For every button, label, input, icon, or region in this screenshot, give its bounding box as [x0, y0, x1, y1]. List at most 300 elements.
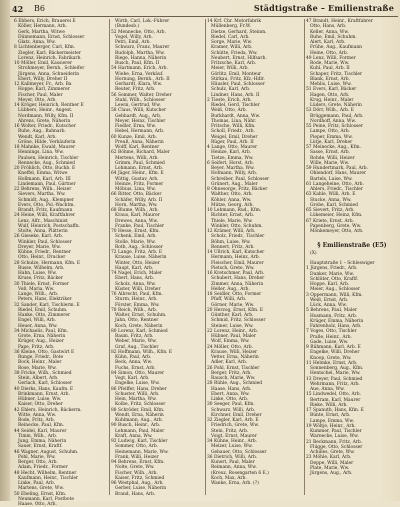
directory-entry: 34 Michaelis, Paul, Kfm.: [14, 328, 69, 334]
directory-entry: 46 Wagner, August, Schuhm.: [14, 449, 79, 455]
directory-entry: Nolte, Grete, Ww.: [115, 465, 155, 471]
directory-entry: 59 Hundertmark, Paul, Arb.: [306, 166, 368, 171]
directory-entry: Rudolph, Martha, Ww.: [115, 50, 165, 56]
directory-entry: (Bundesb.): [115, 24, 140, 30]
directory-entry: Rennecke, Aug., Schmied: [18, 160, 75, 166]
directory-entry: Schmidt, Aug., Klempner: [18, 197, 75, 203]
directory-entry: Schuster, Willi, Arb.: [115, 391, 160, 397]
directory-entry: Kolbe, Fritz, Schlosser: [115, 402, 166, 408]
directory-entry: Papenberg, Grete, Ww.: [310, 223, 362, 229]
directory-entry: Franke, Paul, Tischler: [115, 223, 165, 229]
directory-entry: Warnecke, Luise, Ww.: [310, 434, 359, 440]
directory-entry: 8 Ohnesorge, Fritz, Bäcker: [207, 187, 268, 192]
directory-entry: Kühn, Paul, Arb.: [115, 355, 152, 360]
directory-entry: Weigel, Emil, Dreher: [211, 134, 258, 140]
directory-entry: Heine, Otto, Arb.: [310, 50, 349, 56]
directory-entry: Knoop, Grete, Ww.: [310, 355, 352, 361]
column-1: [14, 19, 108, 507]
directory-entry: Wendt, Erna, Näherin: [115, 412, 164, 418]
directory-entry: 7 Voges, Otto, Tischler: [306, 329, 357, 335]
directory-entry: 20 Herzog, Ernst, Kfm. E: [207, 307, 264, 313]
directory-entry: 15 Lindwedel, Otto, Arb.: [306, 392, 361, 398]
directory-entry: Bode, Fritz, Arb.: [18, 418, 55, 423]
directory-entry: Sorge, Marie, Ww.: [211, 40, 253, 45]
directory-entry: Brandt, Fritz, Kaufmann: [18, 208, 73, 213]
directory-entry: Hanke, Otto, Zimmerer: [18, 313, 71, 318]
directory-entry: 80 Lorenz, Karl, Schmied: [111, 328, 168, 334]
directory-entry: Mönkemeyer, Otto, Arb.: [310, 229, 364, 234]
directory-entry: Berger, Fritz, Arb.: [211, 370, 252, 376]
column-4: [306, 19, 398, 497]
directory-entry: Grobe, Karl, Schmied: [310, 202, 358, 208]
directory-entry: Berger, Otto, Arb.: [18, 460, 58, 465]
directory-entry: Fischer, Paul, Maler: [18, 92, 63, 98]
directory-entry: Rode, Marie, Ww.: [310, 61, 350, 66]
directory-entry: 84 Simon, Otto, Maurer: [111, 370, 165, 376]
directory-entry: Pfaff, Willi, Arb.: [211, 297, 247, 303]
directory-entry: Kaufmann, Heinr., Tischler: [18, 475, 79, 481]
directory-entry: Sauer, Ernst, Kraftf.: [18, 444, 63, 450]
directory-entry: 61 Langeheine, Otto, Arb.: [306, 181, 364, 187]
directory-entry: Dünnemann, Ernst, Schlosser: [18, 34, 85, 40]
directory-entry: 96 Westphal, Aug., Arb.: [111, 481, 164, 486]
directory-entry: Kneffel, Emma, Witwe: [18, 171, 68, 177]
directory-entry: Stolle, Marie, Ww.: [115, 239, 156, 245]
directory-entry: 38 Fricke, Wilh., Schmied: [14, 370, 72, 376]
directory-entry: 70 Hesse, Ernst, Kfm.: [111, 229, 160, 234]
directory-entry: Linke, Paul, Arb.: [18, 481, 56, 486]
directory-entry: 58 Claus, Willi, Kutscher: [111, 108, 167, 114]
directory-entry: 57 Meinecke, Aug., Kfm.: [306, 145, 361, 150]
directory-entry: Lüders, Grete, Näherin: [310, 103, 362, 108]
directory-entry: Reinecke, Paul, Kfm.: [18, 423, 65, 429]
directory-entry: Vetter, Erna, Näherin: [211, 355, 259, 360]
directory-entry: Riedel, Carl, Arb.: [211, 34, 250, 40]
directory-entry: 90 Busch, Heinr., Arb.: [111, 423, 161, 429]
directory-entry: Busse, Wilhelm, Arb.: [18, 265, 65, 271]
directory-entry: Häusler, Paul, Schlosser: [211, 82, 265, 87]
directory-entry: 21 Beckmann, Fritz, Arb.: [306, 439, 363, 445]
directory-entry: Lampe, Emma, Ww.: [310, 418, 354, 424]
directory-entry: 30 Thiele, Ernst, Former: [14, 281, 69, 287]
directory-entry: Lindemann, Paul, Gärtner: [18, 181, 76, 187]
directory-entry: Hollmann, Karl, Arb. III: [18, 176, 71, 182]
directory-entry: Riege, Hanna, Näherin: [115, 55, 167, 61]
directory-entry: Gerber, Luise, Näherin: [115, 486, 167, 492]
directory-entry: Thomas, Lina, Nähr.: [211, 118, 257, 124]
directory-entry: Weiß, Ernst, Arb.: [310, 297, 349, 303]
directory-entry: 92 Ludwig, Karl, Tischler: [111, 439, 168, 444]
directory-entry: 26 Gieseke, Karl, Arb.: [14, 234, 64, 240]
page-title: Städtigstraße – Emilienstraße: [253, 3, 394, 13]
directory-entry: Schmid, Fritz, Schlosser: [211, 318, 266, 324]
page-mark: B6: [34, 4, 45, 13]
directory-entry: Paulsen, Heinrich, Tischler: [18, 155, 79, 161]
directory-entry: Kunert, Paul, Maler: [211, 460, 255, 465]
directory-entry: Graf, Aug., Tischler: [115, 344, 159, 350]
directory-entry: Roth, Aug., Schlosser: [115, 244, 163, 250]
directory-entry: 2 Tieste, Erich, Arb.: [207, 97, 252, 103]
directory-entry: 53 Dörr, Wilh., Arb. E: [306, 108, 354, 114]
directory-entry: Bartels, Luise, Ww.: [310, 176, 353, 182]
directory-entry: Winkler, Otto, Schuhm.: [211, 223, 263, 229]
directory-entry: Krüger, Emma, Näherin: [310, 318, 364, 324]
directory-entry: 74 Nagel, Erich, Maler: [111, 271, 163, 276]
directory-entry: Winter, Otto, Heizer: [115, 260, 160, 266]
directory-entry: Brand, Hans, Arb.: [115, 491, 156, 497]
directory-entry: Jürgens, Anna, Schneiderin: [18, 71, 80, 77]
directory-entry: Rausch, Marie, Ww.: [211, 376, 256, 381]
directory-entry: Reimann, Anna, Ww.: [211, 465, 257, 471]
directory-entry: Fischer, Wilh., Arb.: [115, 470, 158, 476]
directory-entry: Meier, Willi, Arb.: [211, 66, 249, 72]
directory-entry: Günther, Karl, Arb.: [211, 313, 254, 318]
directory-entry: 26 Pohl, Ernst, Tischler: [207, 365, 260, 371]
directory-entry: Kuhlmann, Aug., Arb.: [115, 418, 163, 423]
directory-entry: Stahl, Wilh., Schlosser: [115, 97, 166, 103]
directory-entry: Ruhe, Aug., Bahnarb.: [18, 129, 66, 135]
directory-entry: Meier, Aug., Schlosser: [310, 287, 361, 293]
directory-entry: Engel, Willi, Arb.: [18, 318, 56, 324]
directory-entry: Peters, Hans, Elektriker: [18, 297, 72, 303]
directory-entry: Küster, Willi, Dreher: [115, 286, 161, 292]
directory-entry: Aue, Anna, Ww.: [310, 387, 345, 392]
directory-entry: 20 Fröhlich, Otto, Buchb. E: [14, 166, 76, 171]
directory-entry: 34 Kühne, Heinr., Arb.: [207, 439, 257, 444]
directory-entry: 16 Wolter, Friedr., Kutscher: [14, 124, 76, 129]
directory-entry: Kraus, Karl, Maurer: [115, 213, 160, 219]
directory-entry: 54 Hartmann, Erich, Arb.: [111, 66, 168, 72]
directory-entry: Haase, Otto, Arb.: [18, 502, 57, 507]
section-heading: § Emilienstraße (E5): [317, 241, 387, 249]
directory-entry: Thiele, Marie, Ww.: [211, 218, 253, 224]
directory-entry: Neumann, Karl, Postbote: [18, 496, 74, 502]
directory-entry: Fuchs, Ernst, Arb.: [115, 365, 156, 371]
directory-entry: 4 Lange, Otto, Maurer: [207, 145, 258, 150]
directory-entry: Köller, Hermann, Arb.: [18, 24, 67, 30]
directory-entry: Weiß, Otto, Arb.: [211, 108, 247, 114]
directory-entry: Jürgens, Aug., Arb.: [310, 471, 353, 476]
directory-entry: Beck, Anna, Ww.: [115, 360, 153, 366]
directory-entry: Kummer, Paul, Tischler: [310, 429, 362, 434]
directory-entry: 88 Schröder, Emil, Kfm.: [111, 407, 165, 413]
directory-entry: Grote, Erna, Näherin: [18, 334, 66, 339]
column-divider: [205, 19, 206, 495]
directory-entry: Deppe, Willi, Maler: [310, 460, 354, 466]
directory-entry: 18 Seidler, Otto, Former: [207, 292, 262, 297]
directory-entry: 36 Kleine, Otto, Gastwirt E: [14, 349, 75, 355]
directory-entry: Rieke, Willi, Arb.: [310, 402, 348, 408]
directory-entry: Reuter, Fritz, Arb.: [115, 87, 156, 93]
directory-entry: Lindner, Hans, Arb. II: [211, 92, 260, 98]
directory-entry: 56 Sommer, Walter, Dreher: [111, 92, 172, 98]
directory-entry: Strohmeyer, Bernh., Schleifer: [18, 66, 85, 72]
directory-entry: Wehrmann, Fritz, Arb.: [310, 381, 360, 387]
directory-entry: 86 Pfeiffer, Hans, Dreher: [111, 386, 167, 392]
directory-entry: Förster, Emma, Ww.: [115, 302, 160, 308]
directory-entry: 82 Hoffmann, Wilh., Kfm. E: [111, 349, 173, 355]
directory-entry: Lange, Wilh., Arb.: [18, 292, 59, 297]
directory-entry: Scholl, Friedr., Arb.: [211, 129, 255, 135]
directory-entry: Koch, Max, Arb.: [211, 475, 247, 481]
directory-entry: Gebhardt, Aug., Arb.: [115, 113, 162, 119]
directory-entry: Tietze, Emma, Ww.: [211, 155, 254, 161]
directory-entry: Lewin, Gertrud, Ww.: [115, 103, 161, 108]
directory-entry: Sturm, Heinr., Arb.: [115, 297, 158, 303]
directory-entry: 28 Schulze, Hermann, Kfm. E: [14, 260, 81, 266]
directory-entry: Walter, Ernst, Schuhm.: [115, 313, 167, 318]
directory-entry: Wendt, Karl, Arb.: [18, 134, 57, 140]
directory-entry: Krüger, Aug., Heizer: [18, 339, 64, 345]
directory-entry: Voß, Maria, Ww.: [18, 286, 55, 292]
directory-entry: Pieper, Emma, Ww.: [310, 134, 353, 140]
directory-entry: Scholz, Anna, Ww.: [115, 281, 156, 287]
directory-entry: Gerk, Martha, Witwe: [18, 29, 65, 35]
directory-entry: Winkler, Paul, Schlosser: [18, 239, 72, 245]
directory-entry: 24 Heine, Willi, Kraftfahrer: [14, 213, 76, 219]
columns-area: [14, 19, 398, 507]
page-number: 42: [12, 4, 24, 14]
directory-entry: Krause, Luise, Näherin: [115, 255, 167, 261]
directory-entry: Ohlendorf, Hans, Maurer: [310, 171, 367, 177]
directory-entry: Blank, Ernst, Arb.: [310, 76, 350, 82]
directory-entry: Schulz, Karl, Arb.: [211, 87, 251, 93]
directory-entry: Nordhoff, Anna, Ww.: [310, 118, 356, 124]
directory-entry: Martens, Grete, Ww.: [18, 486, 64, 492]
directory-entry: Hagen, Otto, Arb.: [310, 92, 350, 98]
directory-entry: Krug, Heinr., Maler: [310, 97, 354, 103]
directory-entry: Grünert, Aug., Maler: [211, 181, 258, 187]
directory-entry: Friedrich, Grete, Ww.: [211, 423, 260, 429]
directory-entry: Rennert, Fritz, Arb.: [211, 244, 255, 250]
directory-entry: 16 Kretschmer, Paul, Arb.: [207, 271, 265, 276]
directory-entry: Wanke, Erna, Arb. (?): [211, 481, 259, 486]
directory-entry: Fahrenholz, Hans, Arb.: [310, 324, 362, 329]
directory-entry: 60 Kunze, Emil, Arb.: [111, 134, 157, 140]
directory-entry: Frank, Willi, Heizer: [115, 454, 159, 460]
column-3: [207, 19, 303, 497]
column-2: [111, 19, 204, 497]
directory-entry: Fritzsche, Karl, Arb.: [211, 61, 257, 66]
directory-entry: Hofmann, Willy, Arb.: [211, 171, 258, 177]
directory-entry: Sonnenberg, Aug., Kfm.: [310, 366, 364, 371]
directory-entry: Kramer, Willi, Arb.: [211, 45, 253, 51]
directory-entry: Otto, Hans, Arb.: [310, 24, 347, 30]
directory-entry: Timm, Wilh., Arb.: [18, 433, 58, 439]
directory-entry: 1 Jürgens, Friedr., Arb.: [306, 266, 358, 272]
directory-entry: Hornung, Bernh., Arb. II: [115, 76, 170, 82]
directory-entry: Schwarz, Franz, Maurer: [115, 45, 170, 51]
column-divider: [109, 19, 110, 495]
directory-entry: Hein, Martha, Ww.: [115, 397, 157, 402]
directory-entry: 17 Spanuth, Hans, Kfm. E: [306, 408, 364, 413]
directory-entry: Dreyer, Marie, Ww.: [18, 244, 61, 250]
directory-entry: Lenz, Alfr., Maschinist: [18, 218, 68, 224]
directory-entry: Köhler, Anna, Ww.: [211, 197, 252, 203]
book-spine: [0, 0, 10, 501]
directory-entry: 64 Jäger, Heinr., Kfm. E: [111, 171, 164, 177]
directory-entry: Hentschel, Marie, Ww.: [310, 371, 361, 377]
directory-entry: Bertram, Karl, Maurer: [310, 397, 361, 403]
directory-entry: 72 Lange, Fritz, Arb. E: [111, 250, 163, 255]
directory-entry: 6 Ebbers, Erich, Brauerei E: [14, 19, 76, 24]
directory-entry: Fritsche, Willi, Kfm.: [211, 124, 256, 129]
directory-entry: Hebel, Hermann, Arb.: [115, 129, 165, 135]
directory-entry: Schubert, Hans, Dreher: [211, 276, 265, 282]
directory-entry: Witte, Anna, Ww.: [18, 412, 57, 418]
directory-entry: 13 Dreyer, Paul, Schmied: [306, 376, 363, 382]
directory-entry: 68 Blume, Wilh., Arb.: [111, 208, 159, 213]
directory-entry: Runge, Friedr., Bote: [18, 355, 64, 360]
directory-entry: Kühne, Friedr., Rentner: [18, 250, 71, 255]
directory-entry: Achilles, Grete, Ww.: [310, 450, 355, 455]
directory-entry: Heinemann, Marie, Ww.: [115, 449, 169, 455]
directory-entry: Riedel, Gerd, Tischler: [211, 103, 260, 108]
directory-entry: Pohl, Marie, Ww.: [18, 454, 56, 460]
directory-entry: 49 Lenz, Willi, Former: [306, 55, 356, 61]
directory-entry: Meyer, Heinz, Tischler: [115, 118, 166, 124]
directory-entry: Pape, Fritz, Arb.: [18, 344, 55, 350]
directory-entry: Frühe, Aug., Kaufmann: [310, 45, 362, 51]
directory-entry: Wittig, Gustav, Arb.: [115, 176, 159, 182]
directory-entry: Grimm, Paul, Schmied: [115, 160, 165, 166]
directory-entry: Sommer, Otto, Arb.: [115, 444, 159, 450]
directory-entry: Adler, Karl, Arb.: [211, 360, 248, 366]
directory-entry: Lehmann, Paul, Maler: [115, 428, 165, 434]
directory-entry: Lampe, Otto, Arb.: [310, 129, 350, 135]
directory-entry: Heinze, Fritz, Former: [115, 181, 164, 187]
directory-entry: Mütze, Georg, Arb.: [211, 202, 254, 208]
directory-entry: Hübner, Paul, Maler: [211, 334, 256, 339]
directory-entry: Glatz, Anna, Ww.: [18, 40, 56, 45]
directory-entry: Stirkau, Fritz, Kfz.-Hdlr.: [211, 76, 265, 82]
directory-entry: Heinze, Karl, Arb.: [211, 150, 252, 156]
directory-entry: 78 Reich, Wilh., Arb.: [111, 307, 158, 313]
page-header: [10, 3, 398, 17]
directory-entry: Lütje, Karl, Dreher: [310, 139, 353, 145]
directory-entry: Zimmer, Anna, Näherin: [211, 281, 264, 287]
directory-entry: Wirth, Carl, Lok.-Führer: [115, 19, 170, 24]
directory-entry: Vogel, Willy, Arb.: [115, 34, 153, 40]
directory-entry: 3 Oppermann, Willi, Kfm.: [306, 292, 363, 298]
directory-entry: 14 Kröger, Heinrich, Rentner E: [14, 103, 84, 108]
directory-entry: Lück, Anna, Ww.: [310, 303, 348, 308]
directory-entry: 67 Kriete, Ernst, Arb.: [306, 218, 354, 224]
directory-entry: Kaiser, Otto, Dreher: [18, 402, 63, 408]
directory-entry: Möbius, Lina, Ww.: [115, 187, 156, 192]
directory-entry: Drewes, Anna, Ww.: [115, 218, 158, 224]
directory-entry: Lübbers, Heinr., Angest.: [18, 108, 73, 114]
directory-entry: Otto, Heinr., Drucker: [18, 255, 66, 261]
directory-entry: Haupt, Karl, Arb.: [115, 265, 154, 271]
directory-entry: 55 Peine, Fritz, Schlosser: [306, 124, 363, 129]
directory-entry: Schäfer, Willy, Arb. II: [115, 197, 163, 203]
directory-entry: Lükemeier, Heinz, Kfm.: [310, 213, 363, 219]
directory-entry: Gröne, Hilde, Verkäuferin: [18, 139, 76, 145]
directory-entry: Ahlers, Friedr., Tischler: [310, 187, 363, 192]
directory-entry: 10 Möller, Emil, Kassierer: [14, 61, 73, 66]
directory-entry: Hoppe, Karl, Arb.: [310, 282, 350, 287]
directory-entry: 32 Sander, Karl, Tischlerm. E: [14, 302, 80, 308]
directory-entry: Jung, Emma, Näherin: [18, 439, 67, 444]
directory-entry: Pralle, Heinr., Arb.: [310, 334, 352, 340]
directory-entry: 76 Albrecht, Paul, Kfm.: [111, 292, 163, 297]
directory-entry: Bünte, Ernst, Arb.: [310, 413, 351, 419]
directory-entry: Gerlach, Karl, Schlosser: [18, 381, 73, 387]
directory-entry: 63 Kahle, Willi, Arb. E: [306, 192, 356, 198]
directory-entry: Horn, Martha, Ww.: [115, 202, 158, 208]
directory-entry: Kraft, Anna, Ww.: [115, 433, 153, 439]
directory-entry: Riedel, Emil, Schuhm.: [18, 307, 68, 313]
directory-entry: Schenk, Emil, Arb.: [115, 234, 157, 240]
directory-entry: 18 Mahnke, Ewald, Maurer: [14, 145, 76, 150]
directory-entry: Fiedler, Erna, Ww.: [115, 124, 156, 129]
directory-entry: 5 Behrens, Paul, Maler: [306, 308, 358, 314]
directory-entry: Hauptstraße 1 – Schleswiger: [310, 261, 375, 266]
directory-entry: Sievers, Martha, Ww.: [18, 192, 66, 198]
directory-entry: Weber, Marie, Ww.: [115, 339, 157, 345]
directory-entry: Rose, Marie, Ww.: [18, 365, 57, 371]
directory-entry: Keller, Anna, Ww.: [310, 29, 349, 35]
directory-entry: Rüger, Paul, Arb. II: [211, 139, 254, 145]
directory-entry: 66 Ritter, Otto, Bäcker: [111, 192, 162, 198]
directory-entry: Plate, Marie, Ww.: [310, 465, 350, 471]
directory-entry: Mehlis, Luise, Ww.: [310, 82, 352, 87]
directory-entry: Meyer, Otto, Arb.: [18, 97, 57, 103]
directory-entry: Alert, Karl, Arb.: [310, 40, 346, 45]
directory-entry: Brinkmann, Ernst, Arb.: [18, 391, 70, 397]
directory-entry: Gerhardt, Klara, Ww.: [115, 82, 163, 87]
directory-entry: Schütte, Frieda, Ww.: [211, 50, 258, 56]
directory-entry: Richter, Ernst, Arb.: [211, 213, 255, 219]
directory-entry: 8 Lichtenberger, Carl, Kfm.: [14, 45, 76, 51]
directory-entry: Wiebe, Erna, Verkäuf.: [115, 71, 164, 77]
directory-entry: Busch, Paul, Kfm. II: [115, 61, 160, 66]
directory-entry: Hahn, Luise, Ww.: [18, 271, 57, 276]
directory-entry: Heller, Aug., Arb.: [211, 286, 250, 292]
directory-entry: Linke, Otto, Arb.: [211, 397, 249, 402]
directory-entry: Jahn, Otto, Rentner: [115, 318, 159, 324]
directory-entry: 24 Möller, Otto, Arb.: [207, 344, 253, 350]
directory-entry: Preuß, Anna, Näherin: [115, 139, 164, 145]
directory-entry: Ziegler, Karl, Bäckermeister: [18, 50, 82, 56]
directory-entry: (X): [310, 250, 317, 256]
directory-entry: Böhm, Luise, Ww.: [211, 239, 251, 245]
directory-entry: 51 Evers, Karl, Bäcker: [306, 87, 357, 93]
directory-entry: 19 Wöltje, Heinr., Arb.: [306, 423, 356, 429]
directory-entry: Sasse, Ernst, Arb.: [310, 150, 350, 156]
directory-entry: 22 Lorenz, Heinr., Arb.: [207, 328, 259, 334]
directory-entry: Ahrens, Grete, Näherin: [18, 118, 71, 124]
directory-entry: Evers, Otto, Pol.-Wachtm.: [18, 202, 75, 208]
directory-entry: Ebert, Hans, Arb.: [115, 276, 155, 282]
directory-entry: 28 Rühle, Aug., Schmied: [207, 381, 263, 387]
directory-entry: 36 Dietrich, Willi, Arb.: [207, 454, 258, 460]
directory-entry: Lorenz, Heinrich, Fabrikarb.: [18, 55, 82, 61]
directory-entry: Wolff, Karl, Rentner: [115, 145, 160, 150]
directory-entry: Lohmann, Ernst, Arb.: [115, 166, 164, 171]
directory-entry: Rohde, Willi, Heizer: [310, 155, 355, 161]
directory-entry: 40 Dierks, Hans, Kaufm. E: [14, 386, 74, 392]
directory-entry: 12 Krämer, Willi, Arb.: [207, 229, 256, 234]
column-divider: [304, 19, 305, 495]
directory-entry: Fleischer, Emil, Maurer: [211, 260, 264, 266]
directory-entry: Ebert, Willy, Dreher II: [18, 76, 68, 82]
directory-entry: Schreiber, Paul, Schlosser: [211, 176, 270, 182]
directory-entry: 23 Möhle, Karl, Arb.: [306, 455, 352, 461]
directory-entry: Kuhl, Paul, Arb. II: [310, 66, 350, 72]
directory-entry: Engelke, Luise, Ww.: [115, 381, 160, 387]
